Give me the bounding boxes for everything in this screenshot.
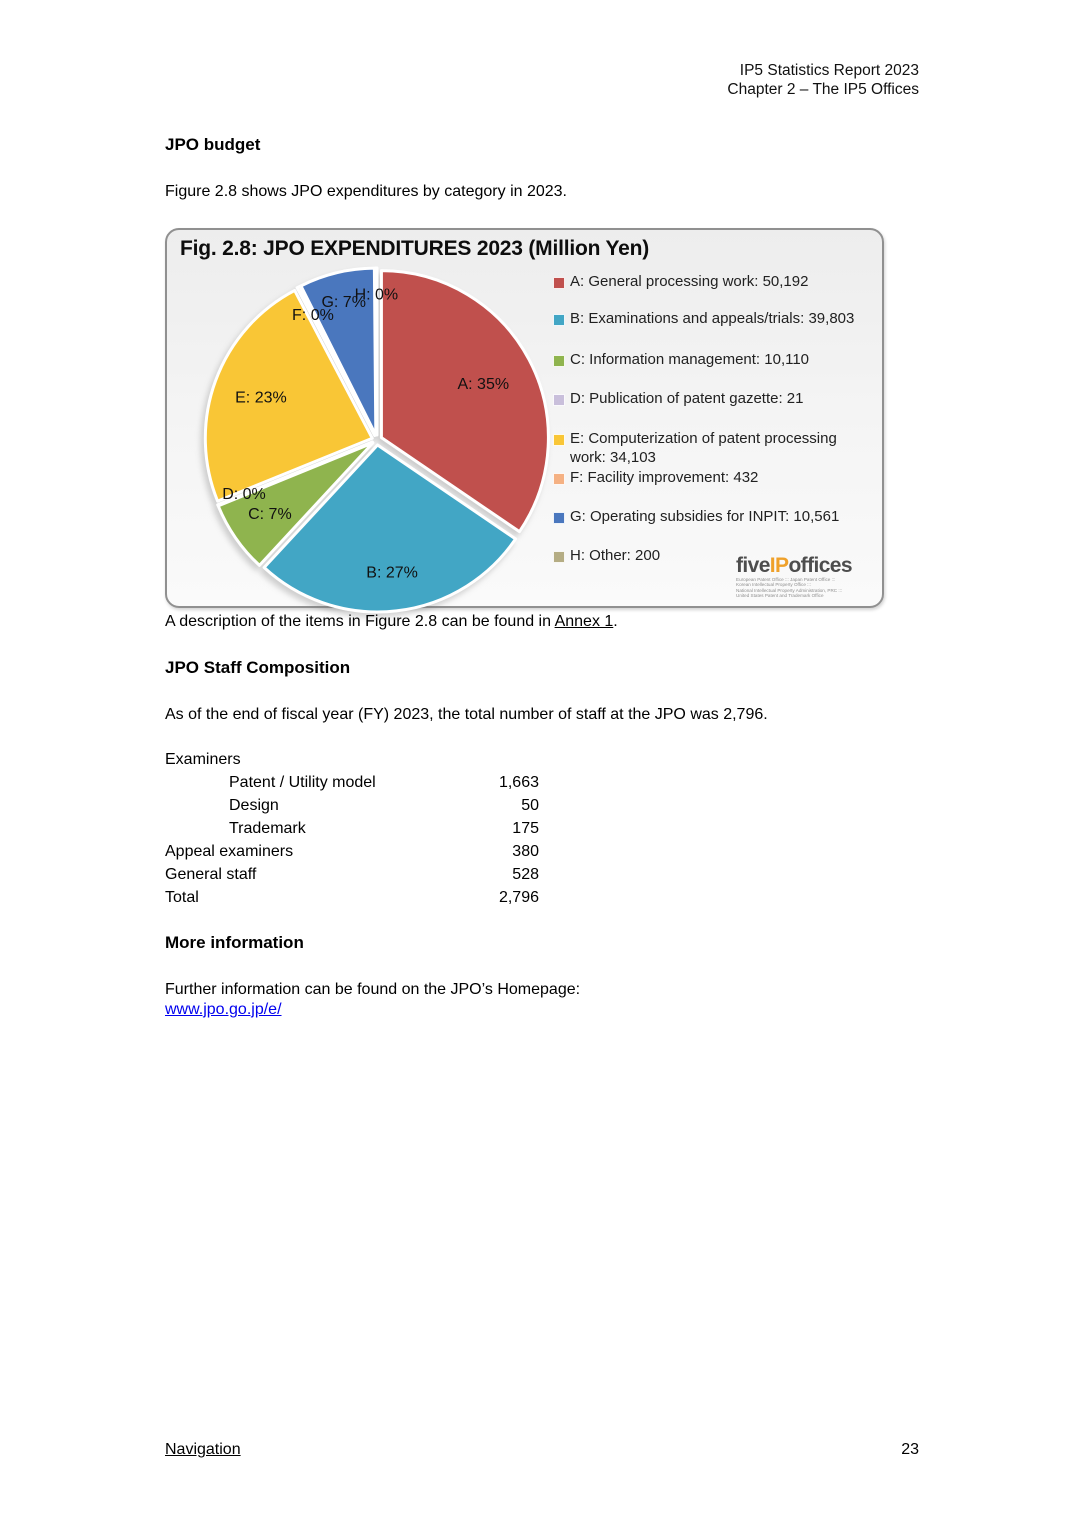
staff-label: Trademark	[229, 820, 306, 837]
legend-item-C	[553, 350, 866, 369]
legend-label-B: B: Examinations and appeals/trials: 39,803	[570, 310, 855, 327]
five-ip-offices-logo	[736, 555, 870, 599]
section-heading-more-info: More information	[165, 933, 304, 952]
staff-value: 1,663	[498, 774, 539, 791]
logo-subline: United States Patent and Trademark Office	[736, 593, 824, 599]
staff-label: Patent / Utility model	[229, 774, 376, 791]
legend-swatch-B	[553, 314, 565, 326]
more-info-text: Further information can be found on the JPO’s Homepage:	[165, 981, 581, 998]
pie-label-B: B: 27%	[366, 564, 418, 582]
annex-description-line	[165, 612, 618, 632]
annex-1-link[interactable]: Annex 1	[554, 613, 614, 630]
chart-legend	[553, 258, 866, 598]
pie-label-E: E: 23%	[235, 389, 287, 407]
page-number: 23	[901, 1441, 919, 1458]
legend-label-D: D: Publication of patent gazette: 21	[570, 390, 804, 407]
staff-label: General staff	[165, 866, 257, 883]
section-heading-staff: JPO Staff Composition	[165, 658, 351, 677]
annex-description-text: A description of the items in Figure 2.8 can be found in	[165, 613, 555, 630]
logo-ip: IP	[769, 553, 789, 577]
navigation-link[interactable]: Navigation	[165, 1441, 241, 1458]
pie-chart	[167, 230, 587, 610]
legend-label-G: G: Operating subsidies for INPIT: 10,561	[570, 508, 840, 525]
jpo-homepage-link[interactable]: www.jpo.go.jp/e/	[165, 1001, 282, 1018]
staff-composition-table	[165, 748, 539, 909]
figure-title: Fig. 2.8: JPO EXPENDITURES 2023 (Million Yen)	[180, 237, 650, 260]
logo-office-list	[736, 577, 870, 599]
logo-subline: European Patent Office ::: Japan Patent Office :::	[736, 576, 836, 582]
annex-description-period: .	[613, 613, 618, 630]
pie-label-C: C: 7%	[248, 506, 292, 524]
staff-row	[165, 771, 539, 794]
staff-value: 50	[521, 797, 539, 814]
pie-label-D: D: 0%	[222, 486, 266, 504]
logo-subline: National Intellectual Property Administration, PRC :::	[736, 587, 843, 593]
staff-row	[165, 794, 539, 817]
staff-value: 175	[512, 820, 539, 837]
staff-label: Total	[165, 889, 199, 906]
staff-value: 380	[512, 843, 539, 860]
legend-label-C: C: Information management: 10,110	[570, 351, 810, 368]
legend-item-E	[553, 429, 866, 467]
legend-swatch-A	[553, 277, 565, 289]
legend-item-D	[553, 389, 866, 408]
legend-item-F	[553, 468, 866, 487]
legend-swatch-E	[553, 434, 565, 446]
page-header	[727, 61, 919, 99]
staff-row	[165, 817, 539, 840]
legend-item-A	[553, 272, 866, 291]
legend-item-B	[553, 309, 866, 328]
legend-swatch-D	[553, 394, 565, 406]
logo-five: five	[736, 553, 770, 577]
section-heading-jpo-budget: JPO budget	[165, 135, 261, 154]
logo-subline: Korean Intellectual Property Office :::	[736, 582, 811, 588]
legend-swatch-H	[553, 551, 565, 563]
staff-row	[165, 748, 539, 771]
legend-swatch-C	[553, 355, 565, 367]
chapter-title: Chapter 2 – The IP5 Offices	[727, 81, 919, 98]
pie-label-G: G: 7%	[321, 294, 366, 312]
pie-label-H: H: 0%	[354, 286, 399, 304]
figure-2-8-box	[165, 228, 884, 608]
logo-offices: offices	[788, 553, 852, 577]
pie-label-A: A: 35%	[457, 375, 510, 393]
staff-row	[165, 840, 539, 863]
legend-label-A: A: General processing work: 50,192	[570, 273, 809, 290]
staff-value: 528	[512, 866, 539, 883]
legend-swatch-F	[553, 473, 565, 485]
pie-label-F: F: 0%	[292, 307, 334, 325]
staff-row	[165, 886, 539, 909]
figure-intro-paragraph: Figure 2.8 shows JPO expenditures by category in 2023.	[165, 183, 567, 200]
staff-value: 2,796	[498, 889, 539, 906]
report-title: IP5 Statistics Report 2023	[739, 62, 919, 79]
staff-row	[165, 863, 539, 886]
legend-label-E: E: Computerization of patent processing work: 34,103	[570, 430, 837, 466]
legend-label-F: F: Facility improvement: 432	[570, 469, 759, 486]
staff-intro-paragraph: As of the end of fiscal year (FY) 2023, the total number of staff at the JPO was 2,796.	[165, 706, 768, 723]
more-info-paragraph	[165, 980, 580, 1020]
legend-item-G	[553, 507, 866, 526]
legend-swatch-G	[553, 512, 565, 524]
staff-label: Examiners	[165, 751, 241, 768]
logo-wordmark	[736, 555, 870, 577]
legend-label-H: H: Other: 200	[570, 547, 661, 564]
staff-label: Design	[229, 797, 279, 814]
staff-label: Appeal examiners	[165, 843, 294, 860]
